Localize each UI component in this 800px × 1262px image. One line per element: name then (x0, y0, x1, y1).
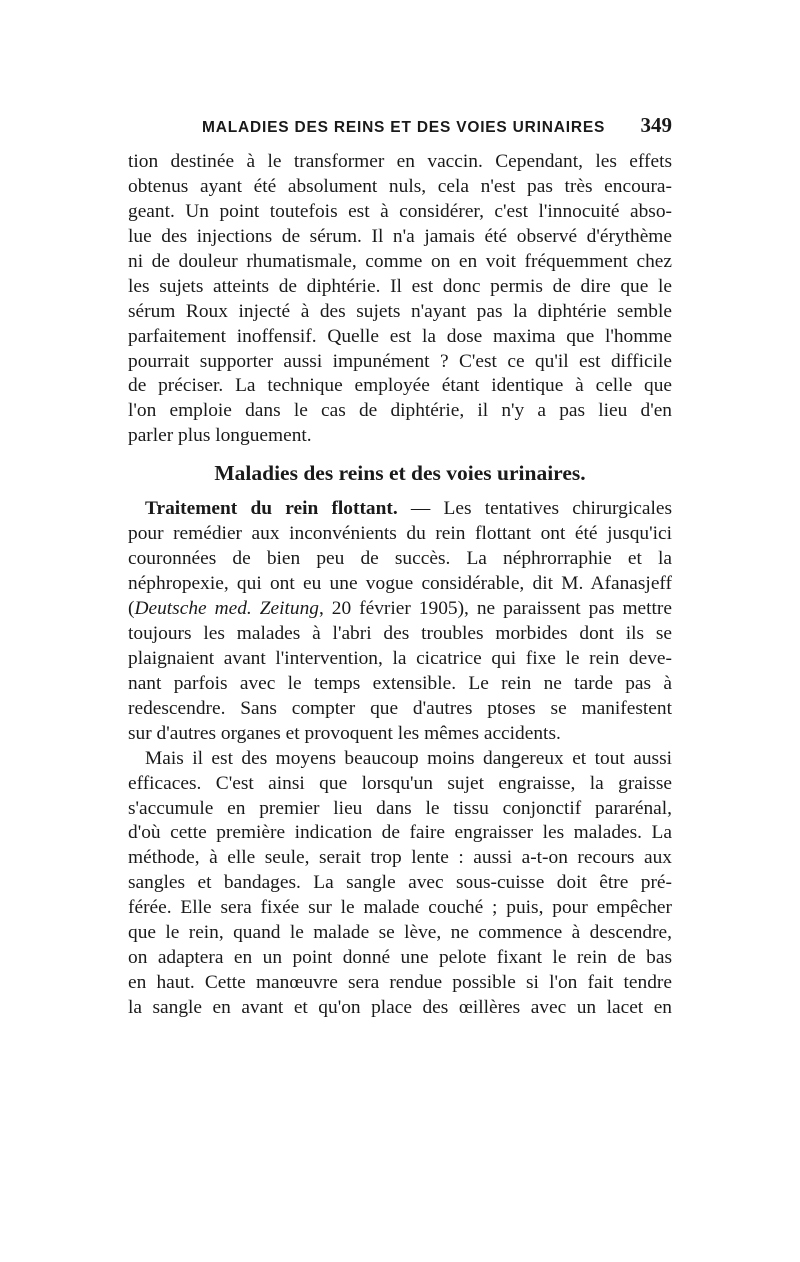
text-run: — Les tentatives chirurgicales (397, 498, 672, 520)
text-line: toujours les malades à l'abri des troubles morbides dont ils se (128, 622, 672, 644)
section-heading: Maladies des reins et des voies urinaires. (214, 461, 586, 486)
subsection-title: Traitement du rein flottant. (145, 498, 398, 520)
paragraph-rein-flottant (128, 497, 672, 746)
text-line: s'accumule en premier lieu dans le tissu conjonctif pararénal, (128, 797, 672, 819)
text-line: geant. Un point toutefois est à considérer, c'est l'innocuité abso- (128, 200, 672, 222)
page-header (128, 113, 672, 143)
journal-citation: Deutsche med. Zeitung (134, 598, 319, 619)
text-line: efficaces. C'est ainsi que lorsqu'un sujet engraisse, la graisse (128, 772, 672, 794)
text-line: de préciser. La technique employée étant identique à celle que (128, 375, 672, 397)
text-line: pour remédier aux inconvénients du rein flottant ont été jusqu'ici (128, 523, 672, 545)
text-line: que le rein, quand le malade se lève, ne commence à descendre, (128, 922, 672, 944)
text-run: , 20 février 1905), ne paraissent pas mettre (318, 598, 672, 619)
text-line: on adaptera en un point donné une pelote fixant le rein de bas (128, 947, 672, 969)
text-line: lue des injections de sérum. Il n'a jamais été observé d'érythème (128, 225, 672, 247)
text-line: les sujets atteints de diphtérie. Il est donc permis de dire que le (128, 275, 672, 297)
text-line: couronnées de bien peu de succès. La néphrorraphie et la (128, 548, 672, 570)
text-line: tion destinée à le transformer en vaccin. Cependant, les effets (128, 151, 672, 172)
text-line: férée. Elle sera fixée sur le malade couché ; puis, pour empêcher (128, 897, 672, 919)
text-line: l'on emploie dans le cas de diphtérie, il n'y a pas lieu d'en (128, 400, 672, 422)
text-line: d'où cette première indication de faire engraisser les malades. La (128, 822, 672, 844)
paragraph-serum (128, 150, 672, 449)
running-head: MALADIES DES REINS ET DES VOIES URINAIRES (202, 119, 606, 136)
text-run: ( (128, 598, 135, 619)
page-number: 349 (640, 113, 672, 137)
text-line: Mais il est des moyens beaucoup moins dangereux et tout aussi (145, 747, 672, 769)
text-line: plaignaient avant l'intervention, la cicatrice qui fixe le rein deve- (128, 647, 672, 669)
text-line: sangles et bandages. La sangle avec sous-cuisse doit être pré- (128, 872, 672, 894)
text-line: parler plus longuement. (128, 425, 312, 447)
text-line: nant parfois avec le temps extensible. Le rein ne tarde pas à (128, 672, 672, 694)
text-line: la sangle en avant et qu'on place des œillères avec un lacet en (128, 997, 672, 1018)
text-line: parfaitement inoffensif. Quelle est la dose maxima que l'homme (128, 325, 672, 347)
paragraph-moyens (128, 747, 672, 1021)
text-line: en haut. Cette manœuvre sera rendue possible si l'on fait tendre (128, 972, 672, 994)
text-line: obtenus ayant été absolument nuls, cela n'est pas très encoura- (128, 175, 672, 197)
text-line: sur d'autres organes et provoquent les mêmes accidents. (128, 722, 561, 744)
text-line: redescendre. Sans compter que d'autres ptoses se manifestent (128, 697, 672, 719)
text-line: méthode, à elle seule, serait trop lente : aussi a-t-on recours aux (128, 847, 672, 869)
page-body (128, 150, 672, 1021)
text-line (128, 497, 672, 522)
text-line: pourrait supporter aussi impunément ? C'est ce qu'il est difficile (128, 350, 672, 372)
text-line: ni de douleur rhumatismale, comme on en voit fréquemment chez (128, 250, 672, 272)
text-line: néphropexie, qui ont eu une vogue considérable, dit M. Afanasjeff (128, 573, 672, 595)
text-line (128, 597, 672, 622)
text-line: sérum Roux injecté à des sujets n'ayant pas la diphtérie semble (128, 300, 672, 322)
